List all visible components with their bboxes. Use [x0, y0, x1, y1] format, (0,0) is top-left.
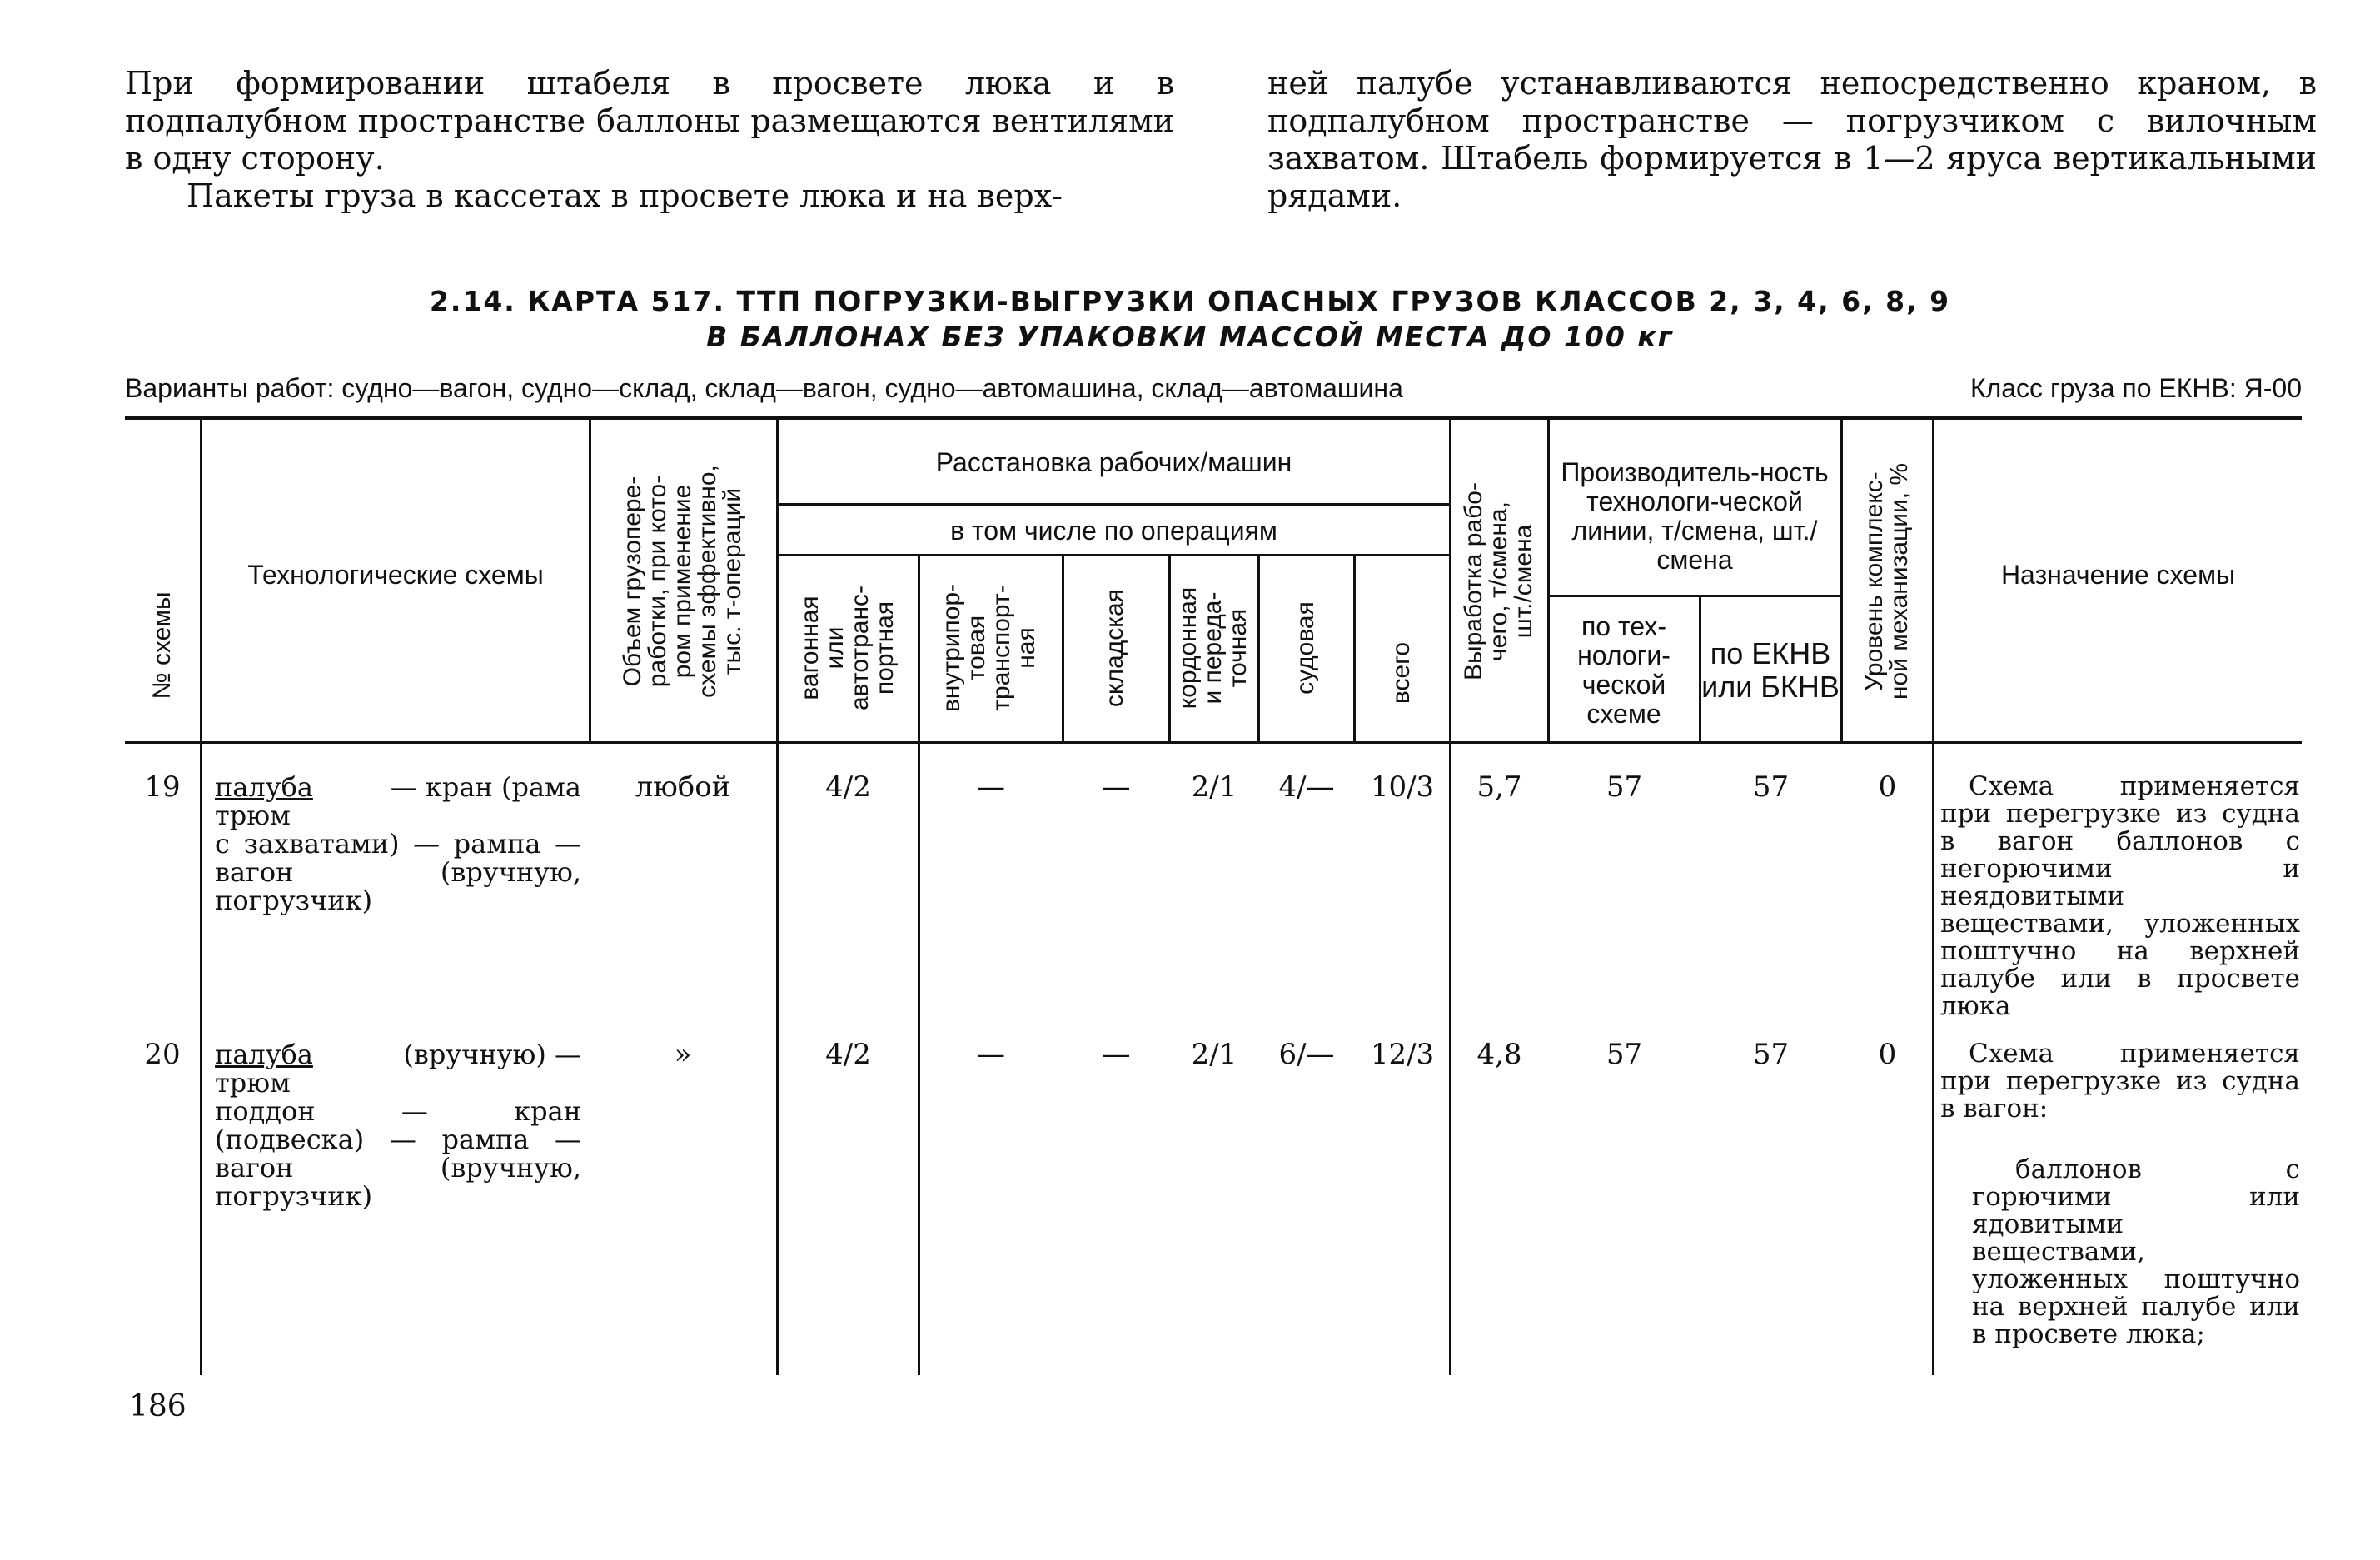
header-placement: Расстановка рабочих/машин	[935, 446, 1292, 477]
purpose-text: баллонов с горючими или ядовитыми веществами, уложенных поштучно на верхней палубе или в просвете люка;	[1972, 1154, 2300, 1349]
purpose-text: Схема применяется при перегрузке из судна в вагон:	[1940, 1039, 2300, 1124]
header-total: всего	[1387, 641, 1415, 705]
header-by-operations: в том числе по операциям	[950, 515, 1277, 546]
column-divider	[1547, 419, 1550, 741]
header-cordon: кордонная и переда- точная	[1174, 586, 1252, 710]
scheme-fraction-bottom: трюм	[215, 800, 291, 831]
row-ship: 4/—	[1278, 770, 1335, 804]
header-purpose: Назначение схемы	[2000, 559, 2236, 590]
intro-paragraph: При формировании штабеля в просвете люка и в подпалубном пространстве баллоны размещаются вентилями в одну сторону.	[125, 65, 1174, 177]
header-scheme-number: № схемы	[148, 591, 176, 700]
header-schemes: Технологические схемы	[247, 559, 544, 590]
header-output: Выработка рабо- чего, т/смена, шт./смена	[1460, 482, 1537, 680]
row-internal: —	[977, 1038, 1005, 1071]
header-ship: судовая	[1292, 601, 1319, 695]
scheme-rest: с захватами) — рампа — вагон (вручную, погрузчик)	[215, 828, 581, 916]
row-cordon: 2/1	[1191, 770, 1237, 804]
section-subheading: В БАЛЛОНАХ БЕЗ УПАКОВКИ МАССОЙ МЕСТА ДО 100 кг	[706, 321, 1674, 353]
intro-paragraph: Пакеты груза в кассетах в просвете люка и на верх-	[187, 177, 1063, 214]
header-volume: Объем грузопере- работки, при кото- ром применение схемы эффективно, тыс. т-операций	[619, 465, 746, 698]
header-by-ekhv: по ЕКНВ или БКНВ	[1701, 636, 1840, 704]
row-number: 20	[144, 1038, 181, 1071]
row-mech-level: 0	[1878, 1038, 1897, 1071]
table-header-rule	[125, 741, 2302, 744]
scheme-first-line: (вручную) —	[403, 1039, 581, 1070]
column-divider	[1168, 556, 1171, 741]
intro-paragraph: ней палубе устанавливаются непосредственно краном, в подпалубном пространстве — погрузчиком с вилочным захватом. Штабель формируется в 1—2 яруса вертикальными рядами.	[1267, 65, 2317, 214]
row-purpose	[1940, 773, 2300, 1020]
scheme-fraction-top: палуба	[215, 771, 313, 803]
column-divider	[1257, 556, 1260, 741]
row-by-scheme: 57	[1606, 770, 1643, 804]
purpose-text: Схема применяется при перегрузке из судна в вагон баллонов с негорючими и неядовитыми веществами, уложенных поштучно на верхней палубе или в просвете люка	[1940, 771, 2300, 1021]
page-number: 186	[129, 1389, 187, 1423]
header-wagon: вагонная или автотранс- портная	[796, 585, 899, 711]
header-subrule	[776, 503, 1449, 506]
row-purpose	[1940, 1040, 2300, 1348]
header-mech-level: Уровень комплекс- ной механизации, %	[1860, 462, 1913, 700]
row-number: 19	[144, 770, 181, 804]
row-ship: 6/—	[1278, 1038, 1335, 1071]
scheme-fraction-top: палуба	[215, 1039, 313, 1070]
scheme-rest: поддон — кран (подвеска) — рампа — вагон (вручную, погрузчик)	[215, 1095, 581, 1212]
row-by-ekhv: 57	[1752, 770, 1790, 804]
row-volume: любой	[635, 770, 731, 804]
header-subrule	[776, 554, 1449, 556]
column-divider	[1840, 419, 1843, 741]
row-scheme	[215, 1040, 581, 1210]
header-subrule	[1547, 595, 1840, 597]
row-output: 4,8	[1476, 1038, 1522, 1071]
scheme-fraction-bottom: трюм	[215, 1067, 291, 1099]
column-divider	[1353, 556, 1356, 741]
row-internal: —	[977, 770, 1005, 804]
section-heading: 2.14. КАРТА 517. ТТП ПОГРУЗКИ-ВЫГРУЗКИ ОПАСНЫХ ГРУЗОВ КЛАССОВ 2, 3, 4, 6, 8, 9	[429, 285, 1951, 317]
row-total: 12/3	[1370, 1038, 1435, 1071]
work-variants: Варианты работ: судно—вагон, судно—склад, склад—вагон, судно—автомашина, склад—автомашина	[125, 373, 1403, 403]
intro-right-column	[1267, 65, 2317, 215]
row-wagon: 4/2	[825, 770, 871, 804]
column-divider	[918, 556, 920, 1375]
cargo-class: Класс груза по ЕКНВ: Я-00	[1969, 373, 2302, 403]
row-by-ekhv: 57	[1752, 1038, 1790, 1071]
row-cordon: 2/1	[1191, 1038, 1237, 1071]
scheme-first-line: — кран (рама	[390, 771, 581, 803]
header-by-scheme: по тех-нологи-ческой схеме	[1577, 611, 1670, 729]
row-by-scheme: 57	[1606, 1038, 1643, 1071]
intro-left-column	[125, 65, 1174, 215]
column-divider	[1449, 419, 1451, 1375]
column-divider	[589, 419, 591, 741]
row-warehouse: —	[1102, 770, 1131, 804]
column-divider	[776, 419, 779, 1375]
column-divider	[1062, 556, 1064, 741]
row-wagon: 4/2	[825, 1038, 871, 1071]
header-productivity: Производитель-ность технологи-ческой линии, т/смена, шт./смена	[1561, 457, 1829, 575]
row-output: 5,7	[1476, 770, 1522, 804]
header-internal: внутрипор- товая транспорт- ная	[938, 583, 1040, 713]
row-warehouse: —	[1102, 1038, 1131, 1071]
row-total: 10/3	[1370, 770, 1435, 804]
row-mech-level: 0	[1878, 770, 1897, 804]
table-top-rule	[125, 416, 2302, 420]
row-scheme	[215, 773, 581, 915]
header-warehouse: складская	[1101, 589, 1128, 707]
row-volume: »	[674, 1038, 692, 1071]
